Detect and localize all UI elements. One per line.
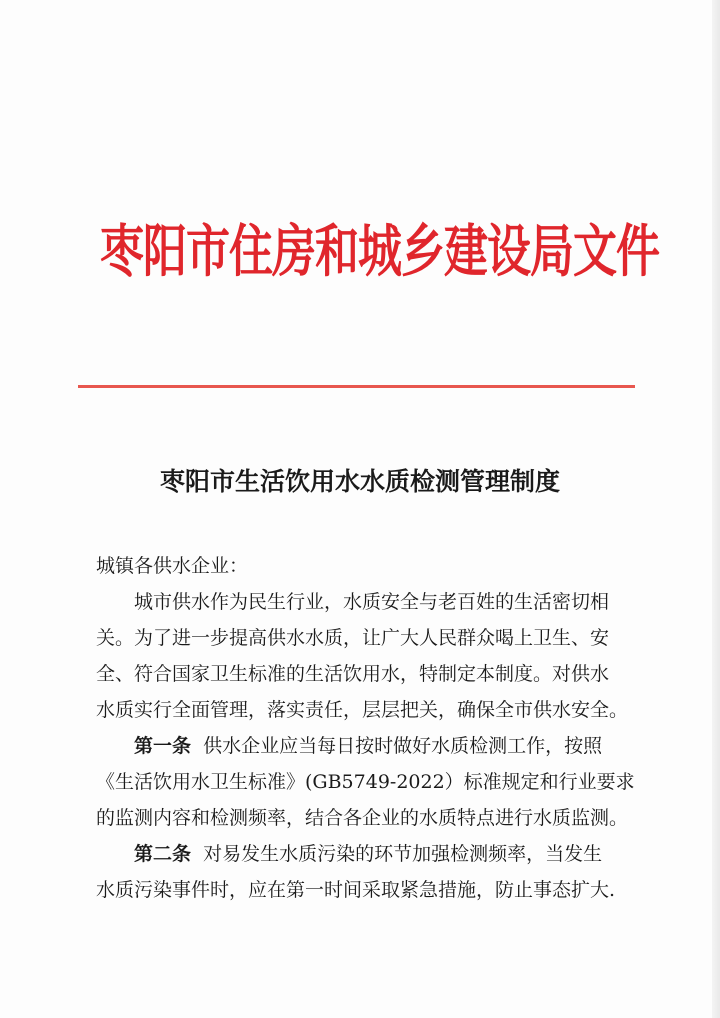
article-1-first-line	[96, 728, 636, 764]
document-body	[96, 548, 636, 908]
article-1-line: 的监测内容和检测频率，结合各企业的水质特点进行水质监测。	[96, 807, 629, 829]
article-2-label: 第二条	[134, 843, 192, 865]
intro-line: 城市供水作为民生行业，水质安全与老百姓的生活密切相	[134, 591, 610, 613]
article-1-line: 《生活饮用水卫生标准》(GB5749-2022）标准规定和行业要求	[96, 771, 635, 793]
salutation: 城镇各供水企业：	[96, 555, 249, 577]
article-1-text: 供水企业应当每日按时做好水质检测工作，按照	[203, 735, 603, 757]
intro-line: 全、符合国家卫生标准的生活饮用水，特制定本制度。对供水	[96, 663, 610, 685]
issuer-header: 枣阳市住房和城乡建设局文件	[100, 219, 659, 285]
article-2-text: 对易发生水质污染的环节加强检测频率，当发生	[203, 843, 603, 865]
red-separator-rule	[78, 385, 635, 388]
article-2-line: 水质污染事件时，应在第一时间采取紧急措施，防止事态扩大.	[96, 879, 616, 901]
intro-line: 水质实行全面管理，落实责任，层层把关，确保全市供水安全。	[96, 699, 629, 721]
document-title: 枣阳市生活饮用水水质检测管理制度	[159, 467, 560, 496]
article-1-label: 第一条	[134, 735, 192, 757]
article-2-first-line	[96, 836, 636, 872]
intro-line: 关。为了进一步提高供水水质，让广大人民群众喝上卫生、安	[96, 627, 610, 649]
scan-edge	[712, 0, 720, 1018]
